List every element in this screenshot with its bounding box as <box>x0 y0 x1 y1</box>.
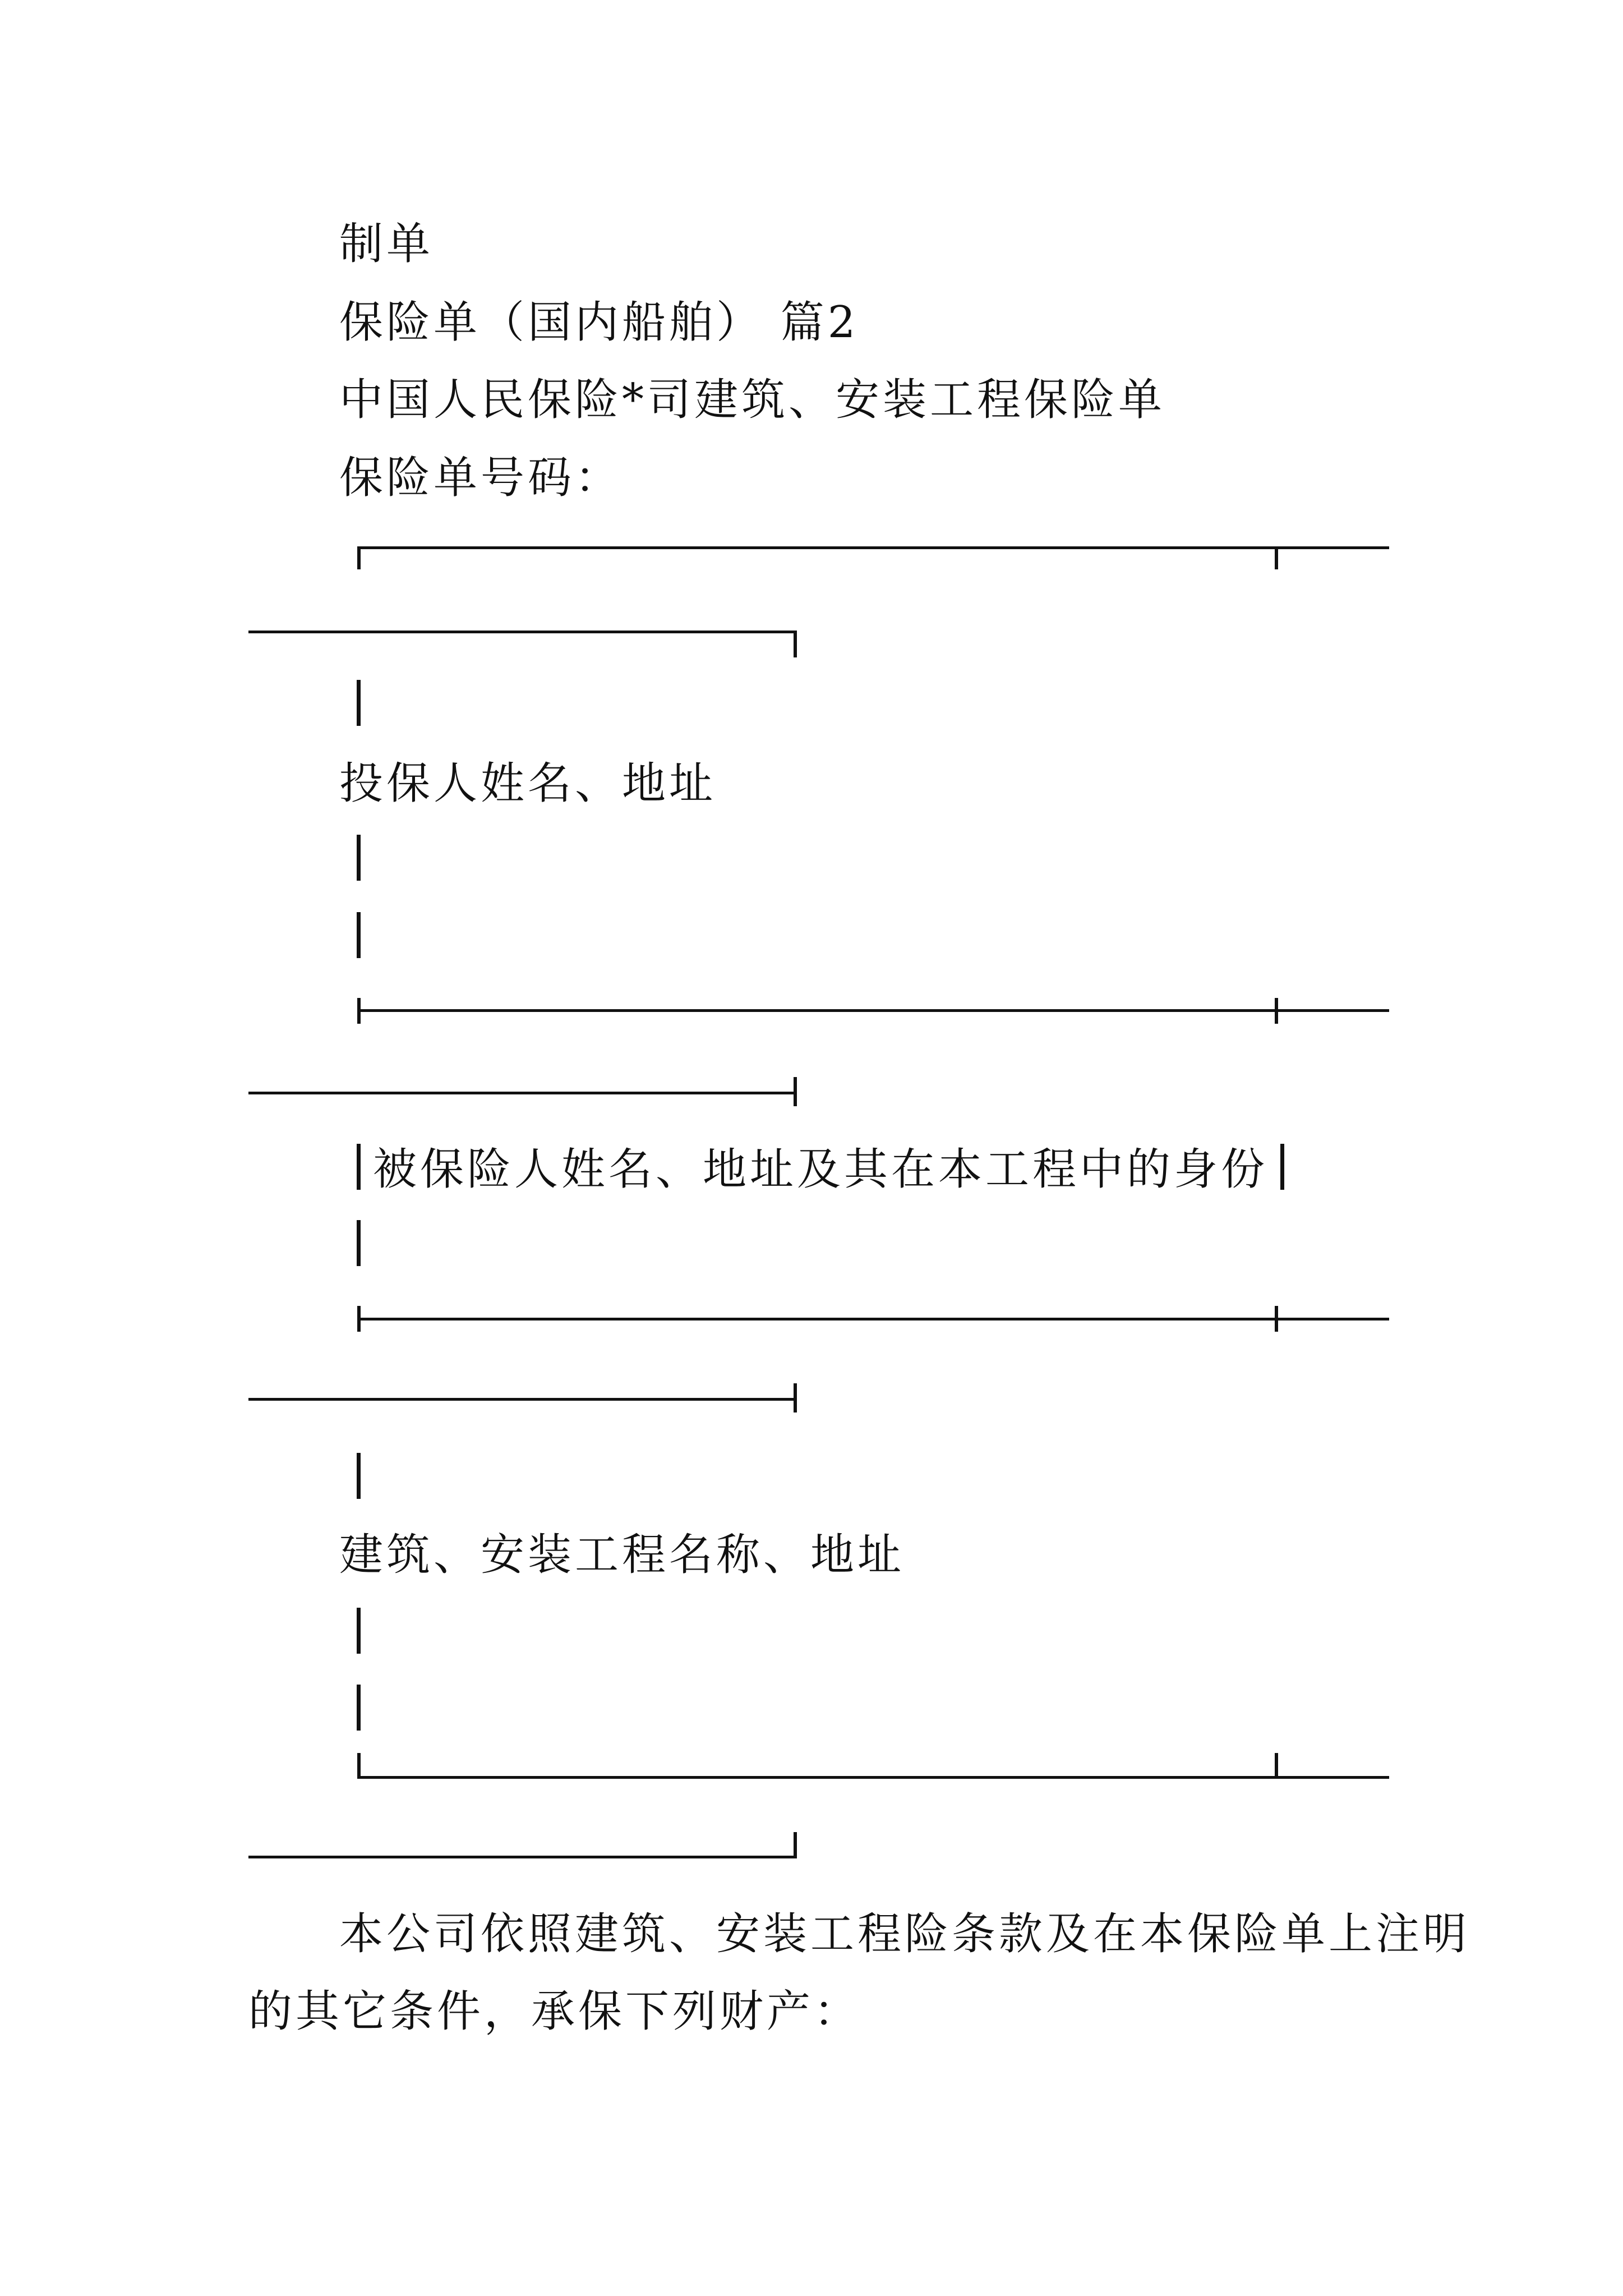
insured-label: 被保险人姓名、地址及其在本工程中的身份 <box>373 1144 1269 1195</box>
insured-label-row <box>357 1142 1284 1198</box>
doc-line-zhidan: 制单 <box>339 219 434 269</box>
policy-number-label: 保险单号码： <box>339 453 623 503</box>
doc-line-company: 中国人民保险*司建筑、安装工程保险单 <box>339 375 1166 425</box>
clause-text-line-1: 本公司依照建筑、安装工程险条款及在本保险单上注明 <box>339 1909 1470 1959</box>
table-cell-divider <box>357 1453 361 1499</box>
doc-line-title: 保险单（国内船舶） 篇2 <box>339 297 859 348</box>
table-cell-divider <box>357 1220 361 1266</box>
table-cell-divider <box>357 1685 361 1731</box>
project-label: 建筑、安装工程名称、地址 <box>339 1530 905 1580</box>
applicant-label: 投保人姓名、地址 <box>339 758 717 809</box>
cell-border-right <box>1280 1144 1284 1190</box>
table-cell-divider <box>357 680 361 726</box>
table-cell-divider <box>357 835 361 881</box>
table-cell-divider <box>357 912 361 958</box>
cell-border-left <box>357 1144 361 1190</box>
table-cell-divider <box>357 1608 361 1654</box>
clause-text-line-2: 的其它条件，承保下列财产： <box>248 1986 861 2037</box>
